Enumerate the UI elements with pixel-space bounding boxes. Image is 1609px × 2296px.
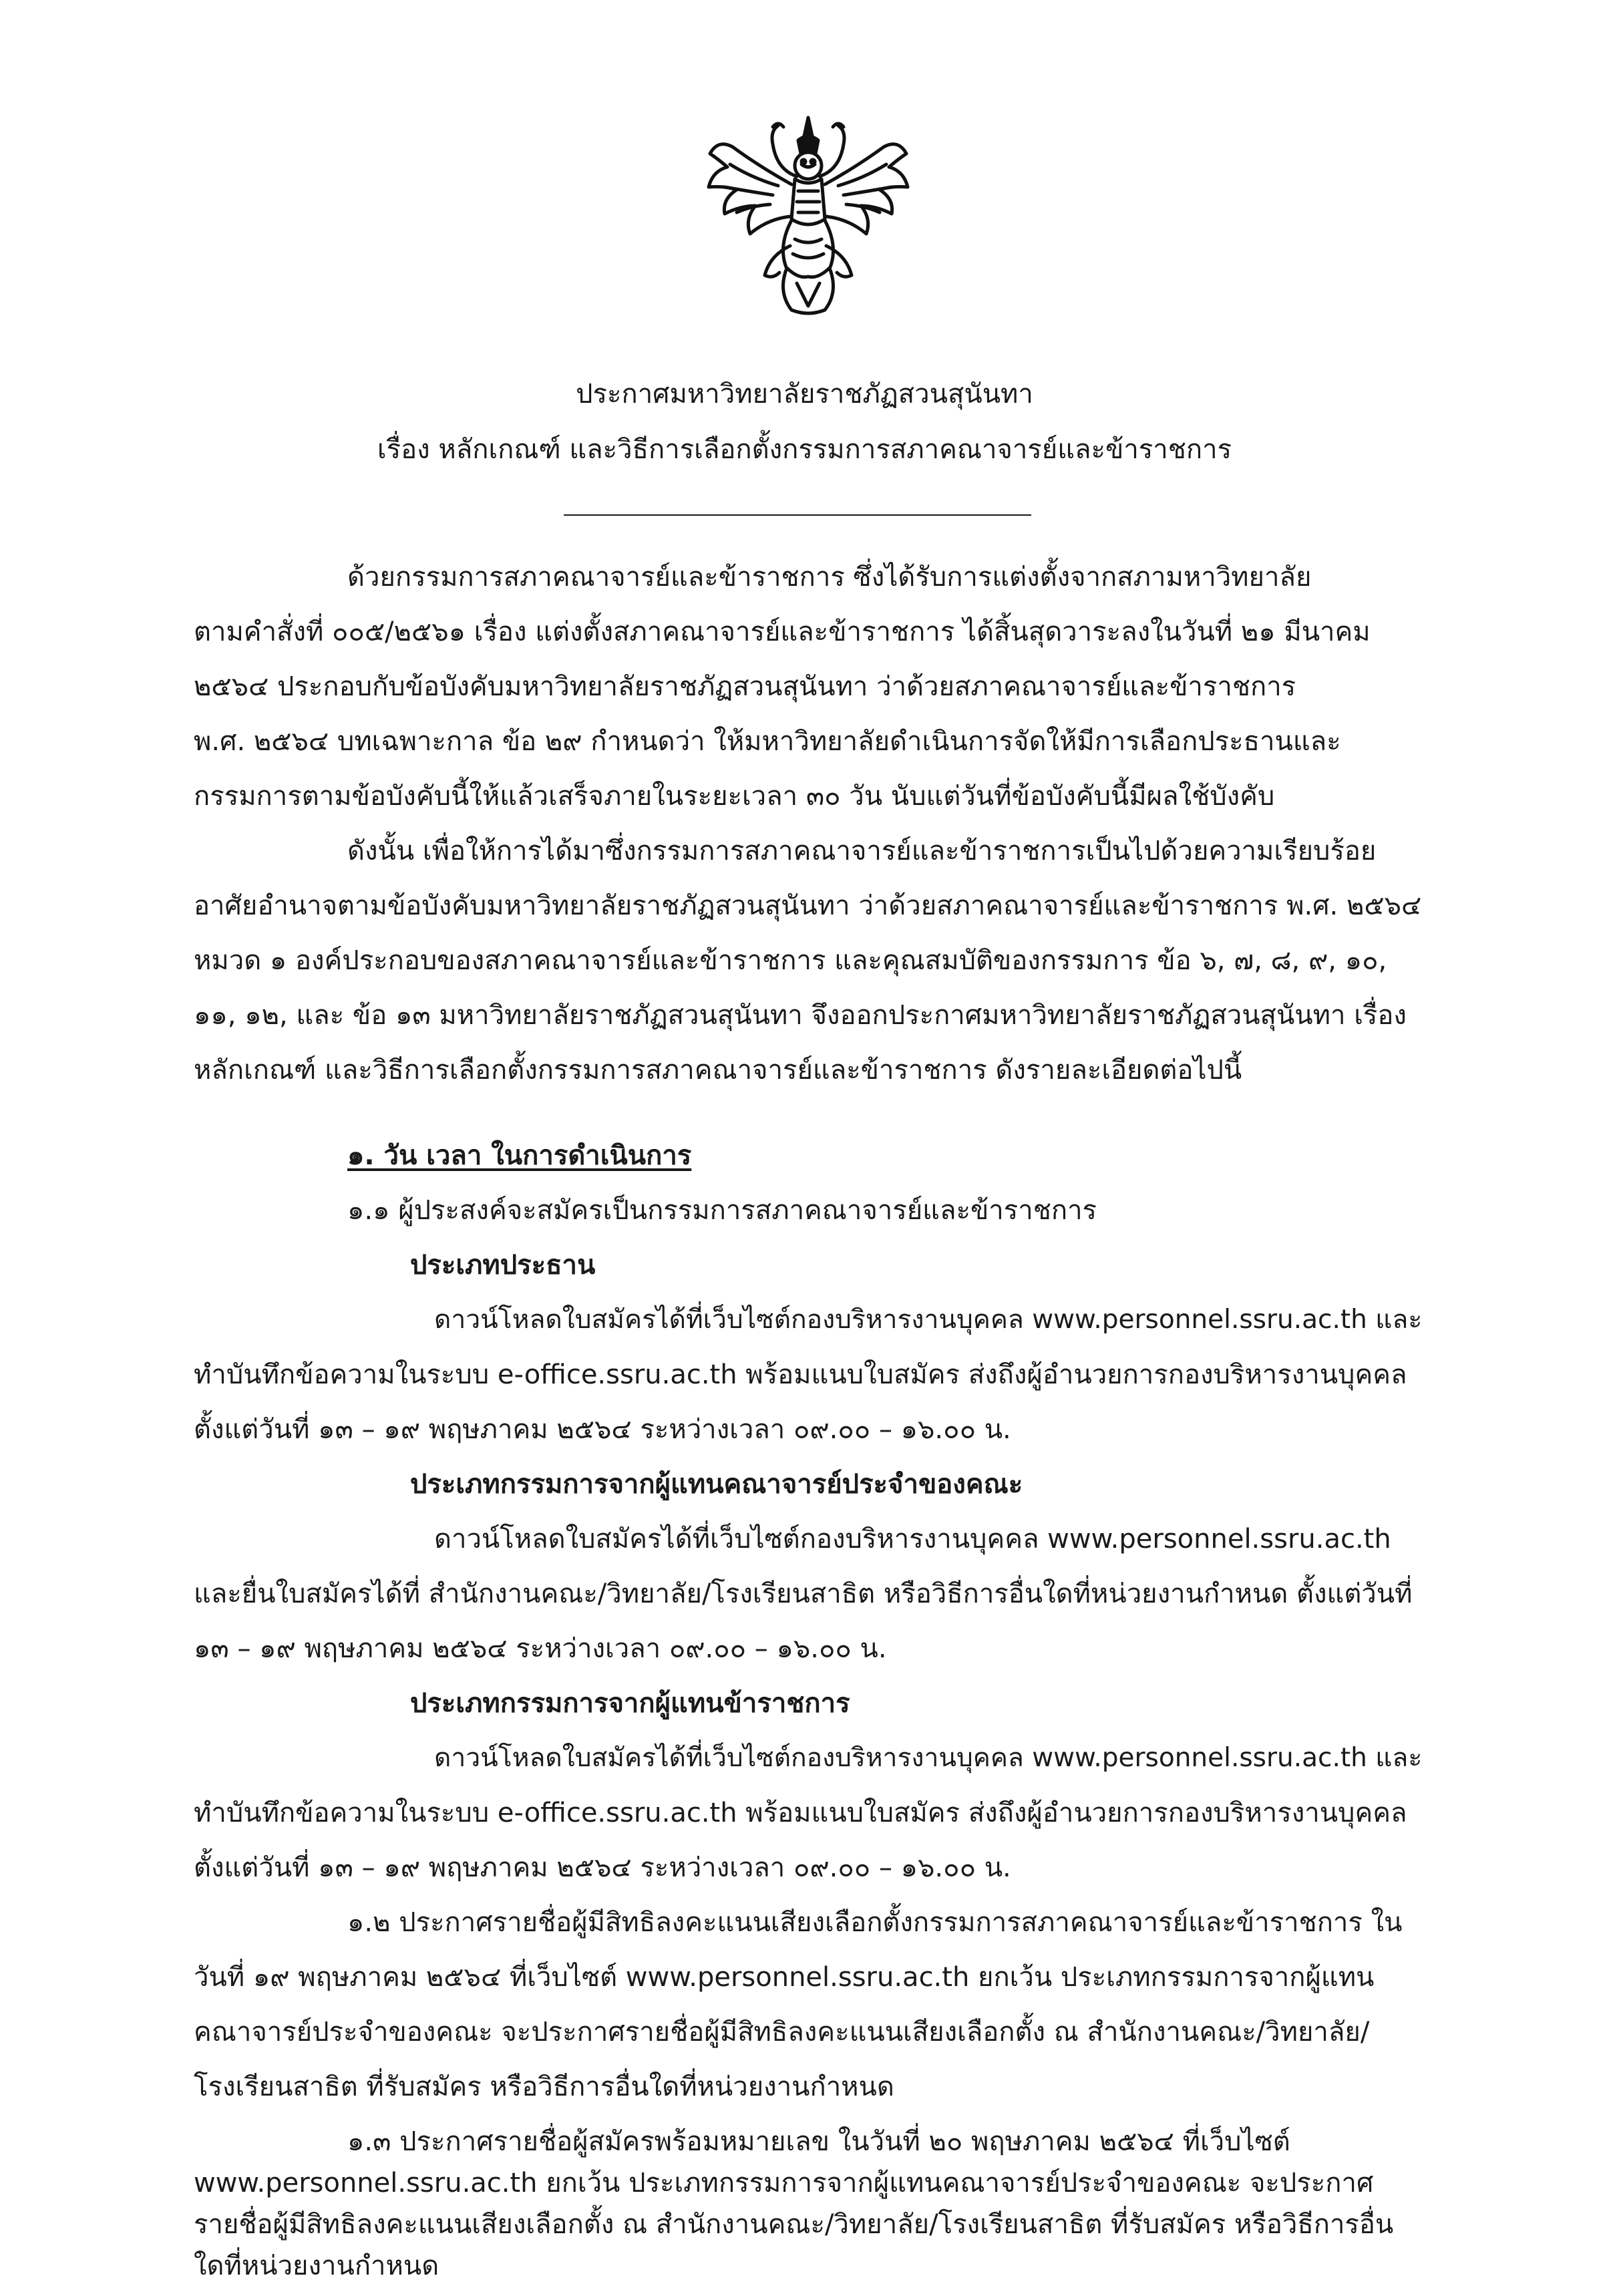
type-civil-line: ตั้งแต่วันที่ ๑๓ – ๑๙ พฤษภาคม ๒๕๖๔ ระหว่างเวลา ๐๙.๐๐ – ๑๖.๐๐ น. <box>194 1852 1011 1883</box>
type-president-line: ทำบันทึกข้อความในระบบ e-office.ssru.ac.th พร้อมแนบใบสมัคร ส่งถึงผู้อำนวยการกองบริหารงานบุคคล <box>194 1359 1407 1390</box>
para2-line: ๑๑, ๑๒, และ ข้อ ๑๓ มหาวิทยาลัยราชภัฏสวนสุนันทา จึงออกประกาศมหาวิทยาลัยราชภัฏสวนสุนันทา เรื่อง <box>194 1000 1407 1031</box>
item-1-2-line: คณาจารย์ประจำของคณะ จะประกาศรายชื่อผู้มีสิทธิลงคะแนนเสียงเลือกตั้ง ณ สำนักงานคณะ/วิทยาลัย/ <box>194 2017 1370 2047</box>
intro-line: กรรมการตามข้อบังคับนี้ให้แล้วเสร็จภายในระยะเวลา ๓๐ วัน นับแต่วันที่ข้อบังคับนี้มีผลใช้บังคับ <box>194 781 1275 812</box>
intro-line: ตามคำสั่งที่ ๐๐๕/๒๕๖๑ เรื่อง แต่งตั้งสภาคณาจารย์และข้าราชการ ได้สิ้นสุดวาระลงในวันที่ ๒๑ มีนาคม <box>194 617 1371 647</box>
type-president-heading: ประเภทประธาน <box>410 1250 596 1281</box>
item-1-2-line: โรงเรียนสาธิต ที่รับสมัคร หรือวิธีการอื่นใดที่หน่วยงานกำหนด <box>194 2072 894 2102</box>
para2-line: อาศัยอำนาจตามข้อบังคับมหาวิทยาลัยราชภัฏสวนสุนันทา ว่าด้วยสภาคณาจารย์และข้าราชการ พ.ศ. ๒๕๖๔ <box>194 890 1422 921</box>
para2-line: ดังนั้น เพื่อให้การได้มาซึ่งกรรมการสภาคณาจารย์และข้าราชการเป็นไปด้วยความเรียบร้อย <box>347 836 1377 866</box>
intro-line: ๒๕๖๔ ประกอบกับข้อบังคับมหาวิทยาลัยราชภัฏสวนสุนันทา ว่าด้วยสภาคณาจารย์และข้าราชการ <box>194 671 1296 702</box>
title-divider <box>564 514 1031 516</box>
item-1-1: ๑.๑ ผู้ประสงค์จะสมัครเป็นกรรมการสภาคณาจารย์และข้าราชการ <box>347 1195 1097 1226</box>
type-faculty-line: ดาวน์โหลดใบสมัครได้ที่เว็บไซต์กองบริหารงานบุคคล www.personnel.ssru.ac.th <box>434 1524 1391 1554</box>
announcement-title: ประกาศมหาวิทยาลัยราชภัฏสวนสุนันทา <box>576 379 1033 409</box>
para2-line: หมวด ๑ องค์ประกอบของสภาคณาจารย์และข้าราชการ และคุณสมบัติของกรรมการ ข้อ ๖, ๗, ๘, ๙, ๑๐, <box>194 945 1387 976</box>
type-faculty-line: ๑๓ – ๑๙ พฤษภาคม ๒๕๖๔ ระหว่างเวลา ๐๙.๐๐ – ๑๖.๐๐ น. <box>194 1633 887 1664</box>
item-1-3-line: ๑.๓ ประกาศรายชื่อผู้สมัครพร้อมหมายเลข ในวันที่ ๒๐ พฤษภาคม ๒๕๖๔ ที่เว็บไซต์ <box>347 2126 1290 2157</box>
item-1-2-line: วันที่ ๑๙ พฤษภาคม ๒๕๖๔ ที่เว็บไซต์ www.personnel.ssru.ac.th ยกเว้น ประเภทกรรมการจากผู้แทน <box>194 1962 1375 1993</box>
type-civil-line: ทำบันทึกข้อความในระบบ e-office.ssru.ac.th พร้อมแนบใบสมัคร ส่งถึงผู้อำนวยการกองบริหารงานบุคคล <box>194 1798 1407 1828</box>
item-1-3-line: ใดที่หน่วยงานกำหนด <box>194 2251 439 2281</box>
type-faculty-heading: ประเภทกรรมการจากผู้แทนคณาจารย์ประจำของคณะ <box>410 1469 1023 1500</box>
item-1-3-line: www.personnel.ssru.ac.th ยกเว้น ประเภทกรรมการจากผู้แทนคณาจารย์ประจำของคณะ จะประกาศ <box>194 2168 1374 2198</box>
type-civil-heading: ประเภทกรรมการจากผู้แทนข้าราชการ <box>410 1688 850 1719</box>
item-1-3-line: รายชื่อผู้มีสิทธิลงคะแนนเสียงเลือกตั้ง ณ สำนักงานคณะ/วิทยาลัย/โรงเรียนสาธิต ที่รับสมัคร หรือวิธีการอื่น <box>194 2209 1394 2240</box>
type-president-line: ตั้งแต่วันที่ ๑๓ – ๑๙ พฤษภาคม ๒๕๖๔ ระหว่างเวลา ๐๙.๐๐ – ๑๖.๐๐ น. <box>194 1414 1011 1445</box>
type-faculty-line: และยื่นใบสมัครได้ที่ สำนักงานคณะ/วิทยาลัย/โรงเรียนสาธิต หรือวิธีการอื่นใดที่หน่วยงานกำหนด ตั้งแต่วันที่ <box>194 1579 1413 1609</box>
para2-line: หลักเกณฑ์ และวิธีการเลือกตั้งกรรมการสภาคณาจารย์และข้าราชการ ดังรายละเอียดต่อไปนี้ <box>194 1055 1242 1086</box>
section-heading: ๑. วัน เวลา ในการดำเนินการ <box>347 1140 692 1171</box>
type-president-line: ดาวน์โหลดใบสมัครได้ที่เว็บไซต์กองบริหารงานบุคคล www.personnel.ssru.ac.th และ <box>434 1305 1423 1335</box>
intro-line: ด้วยกรรมการสภาคณาจารย์และข้าราชการ ซึ่งได้รับการแต่งตั้งจากสภามหาวิทยาลัย <box>347 562 1312 593</box>
item-1-2-line: ๑.๒ ประกาศรายชื่อผู้มีสิทธิลงคะแนนเสียงเลือกตั้งกรรมการสภาคณาจารย์และข้าราชการ ใน <box>347 1907 1403 1938</box>
garuda-emblem-icon <box>698 112 918 319</box>
announcement-subject: เรื่อง หลักเกณฑ์ และวิธีการเลือกตั้งกรรมการสภาคณาจารย์และข้าราชการ <box>377 434 1232 465</box>
intro-line: พ.ศ. ๒๕๖๔ บทเฉพาะกาล ข้อ ๒๙ กำหนดว่า ให้มหาวิทยาลัยดำเนินการจัดให้มีการเลือกประธานและ <box>194 726 1341 757</box>
type-civil-line: ดาวน์โหลดใบสมัครได้ที่เว็บไซต์กองบริหารงานบุคคล www.personnel.ssru.ac.th และ <box>434 1743 1423 1773</box>
